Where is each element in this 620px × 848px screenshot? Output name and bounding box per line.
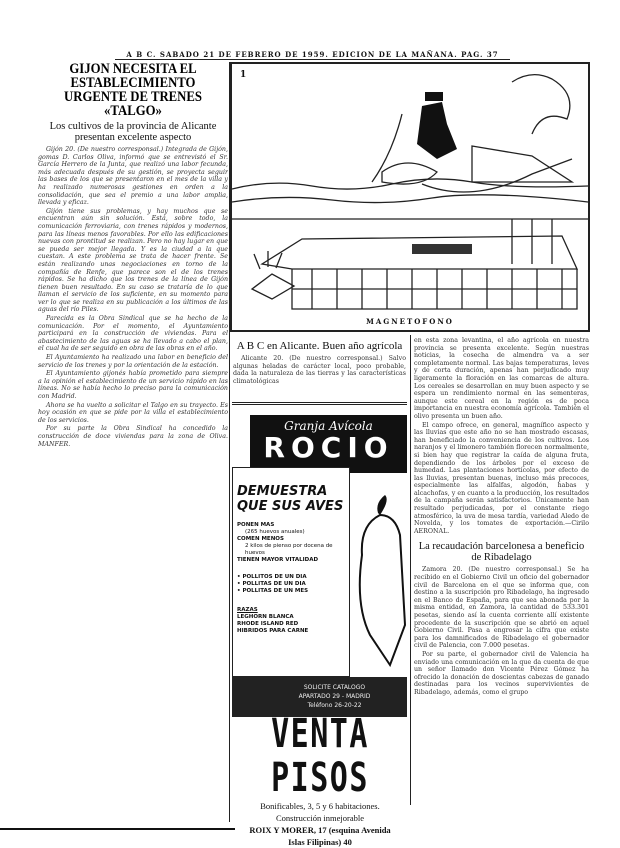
ad-breed: LEGHORN BLANCA bbox=[237, 614, 294, 620]
bottom-rule bbox=[0, 828, 235, 830]
paragraph: Zamora 20. (De nuestro corresponsal.) Se ha recibido en el Gobierno Civil un oficio del gobernador civil de Barcelona en el que se informa que, con destino a la suscripción pro Ribadelago, ha ingresado en el Banco de España, para que sea abonada por la misma entidad, en Zamora, la cantidad de 533.301 pesetas, siendo así la cuenta corriente allí existente procedente de la suscripción que se abrió en aquel Gobierno Civil. Pasa a engrosar la cifra que existe para los damnificados de Ribadelago el gobernador civil de Palencia, con 7.000 pesetas. bbox=[414, 566, 589, 650]
headline-abc-alicante: A B C en Alicante. Buen año agrícola bbox=[236, 340, 403, 352]
ad-brand: ROCIO bbox=[263, 431, 394, 464]
ad-bullet: POLLITAS DE UN DIA bbox=[242, 581, 306, 587]
ad-item: (265 huevos anuales) bbox=[245, 529, 305, 535]
headline-ribadelago: La recaudación barcelonesa a beneficio de Ribadelago bbox=[418, 541, 585, 564]
paragraph: Gijón tiene sus problemas, y hay muchos que se encuentran aún sin solución. Está, sobre todo, la comunicación ferroviaria, con trenes rápidos y modernos, para las líneas menos favorables. Por ello las edificaciones nuevas con prontitud se realizan. Pero no hay lugar en que se pueda ser mejor llegada. Y es la ciudad a la que cuestan. A este problema se trata de hacer frente. Se están realizando unas negociaciones en torno de la compañía de Renfe, que parece son el de los trenes rápidos. Se ha dicho que los trenes de la línea de Gijón tienen buen resultado. En su caso se trataría de lo que llaman el servicio de los suficiente, en su momento para ver lo que se realiza en su publicación a los últimos de las aguas del río Piles. bbox=[38, 207, 228, 314]
ad-breed: HIBRIDOS PARA CARNE bbox=[237, 628, 309, 634]
ad-contact-line: SOLICITE CATALOGO bbox=[303, 684, 366, 691]
ad-contact-line: Teléfono 26-20-22 bbox=[307, 702, 362, 709]
column-rule bbox=[410, 335, 411, 805]
ad-item: PONEN MAS bbox=[237, 522, 275, 528]
divider bbox=[232, 402, 407, 405]
paragraph: Por su parte la Obra Sindical ha concedido la construcción de doce viviendas para la zona de Oliva. MANFER. bbox=[38, 425, 228, 448]
venta-line: Construcción inmejorable bbox=[275, 813, 365, 823]
venta-line: ROIX Y MORER, 17 (esquina Avenida bbox=[249, 825, 391, 835]
ad-contact-line: APARTADO 29 - MADRID bbox=[298, 693, 371, 700]
ad-item: 2 kilos de pienso por docena de huevos bbox=[245, 543, 333, 556]
right-column bbox=[414, 337, 589, 805]
ad-script: Granja Avícola bbox=[284, 419, 373, 433]
paragraph: Ahora se ha vuelto a solicitar el Talgo en su trayecto. Es hoy ocasión en que se pide por la villa el establecimiento de los servicios. bbox=[38, 401, 228, 424]
venta-line: Bonificables, 3, 5 y 6 habitaciones. bbox=[260, 801, 380, 811]
middle-column-article bbox=[233, 338, 406, 386]
paragraph: en esta zona levantina, el año agrícola en nuestra provincia se presenta excelente. Según nuestras noticias, la cosecha de almendra va a ser completamente normal. Las bajas temperaturas, leves y de corta duración, apenas han perjudicado muy ligeramente la floración en las comarcas de altura. Los cereales se desarrollan en muy buen aspecto y se espera un rendimiento normal en las sementeras, aunque este cereal en la región es de poca importancia en nuestra economía agrícola. También el olivo presenta un buen año. bbox=[414, 337, 589, 420]
rooster-illustration bbox=[350, 475, 410, 685]
paragraph: Gijón 20. (De nuestro corresponsal.) Integrada de Gijón, gomas D. Carlos Oliva, informó que se entrevistó el Sr. García Herrero de la Junta, que realizó una labor fecunda, más adecuada después de su gestión, se proyecta seguir las bases de los que se presentaron en el mes de la villa y ha realizado numerosas gestiones en orden a la consolidación, que sea el premio a una labor amplia, llevada y eficaz. bbox=[38, 146, 228, 207]
paragraph: Alicante 20. (De nuestro corresponsal.) Salvo algunas heladas de carácter local, poco probable, dada la naturaleza de las tierras y las características climatológicas bbox=[233, 355, 406, 385]
venta-pisos-ad bbox=[230, 712, 410, 848]
ad-breed: RHODE ISLAND RED bbox=[237, 621, 299, 627]
left-column bbox=[38, 62, 228, 822]
panel-number: 1 bbox=[240, 70, 247, 80]
subhead-alicante: Los cultivos de la provincia de Alicante presentan excelente aspecto bbox=[49, 121, 217, 143]
ad-breeds-title: RAZAS bbox=[237, 607, 258, 613]
cartoon-drawing bbox=[232, 64, 588, 330]
ad-claim: DEMUESTRA QUE SUS AVES bbox=[237, 484, 344, 514]
headline-gijon: GIJON NECESITA EL ESTABLECIMIENTO URGENTE DE TRENES «TALGO» bbox=[64, 62, 202, 119]
venta-line: Islas Filipinas) 40 bbox=[288, 837, 352, 847]
ad-item: TIENEN MAYOR VITALIDAD bbox=[237, 557, 319, 563]
page-header: A B C. SABADO 21 DE FEBRERO DE 1959. EDICION DE LA MAÑANA. PAG. 37 bbox=[115, 50, 510, 60]
paragraph: Por su parte, el gobernador civil de Valencia ha enviado una comunicación en la que da cuenta de que un señor llamado don Vicente Pérez Gómez ha ofrecido la donación de doscientas cabezas de ganado destinadas para los vecinos supervivientes de Ribadelago, además, como el grupo bbox=[414, 650, 589, 696]
ad-bullet: POLLITAS DE UN MES bbox=[242, 588, 309, 594]
ad-bullet: POLLITOS DE UN DIA bbox=[242, 574, 307, 580]
paragraph: Parecida es la Obra Sindical que se ha hecho de la comunicación. Por el momento, el Ayuntamiento participará en la construcción de viviendas. Para el abastecimiento de las aguas se ha llevado a cabo el plan, el cual ha de ser seguido en obra de las obras en el año. bbox=[38, 315, 228, 353]
cartoon-illustration bbox=[230, 62, 590, 332]
ad-item: COMEN MENOS bbox=[237, 536, 284, 542]
venta-title: VENTA PISOS bbox=[271, 711, 369, 801]
paragraph: El Ayuntamiento gijonés había prometido para siempre a la opinión el establecimiento de un servicio rápido en las líneas. No se había hecho lo preciso para la comunicación con Madrid. bbox=[38, 370, 228, 400]
paragraph: El Ayuntamiento ha realizado una labor en beneficio del servicio de los trenes y por la orientación de la estación. bbox=[38, 354, 228, 369]
cartoon-caption: MAGNETOFONO bbox=[366, 317, 454, 326]
rocio-advertisement: Granja Avícola ROCIO DEMUESTRA QUE SUS AVES PONEN MAS (265 huevos anuales) COMEN MENOS 2 kilos de pienso por docena de huevos TIENEN MAYOR VITALIDAD • POLLITOS DE UN DIA • POLLITAS DE UN DIA • POLLITAS DE UN MES RAZAS LEGHORN BLANCA RHODE ISLAND RED HIBRIDOS PARA CARNE SOLICITE CATALOGO APARTADO 29 - MADRID Teléfono 26-20-22 bbox=[232, 415, 407, 720]
paragraph: El campo ofrece, en general, magnífico aspecto y las lluvias que este año no se han mostrado escasas, han beneficiado la conveniencia de los cultivos. Los naranjos y el limonero también florecen normalmente, si bien hay que registrar la caída de alguna fruta, dependiendo de los árboles por el exceso de humedad. Las plantaciones hortícolas, por efecto de las lluvias, presentan buenas, incluso más precoces, especialmente las alfalfas, algodón, habas y alcachofas, y en cuanto a la producción, los resultados de la campaña serán satisfactorios. Únicamente han resultado perjudicadas, por el constante riego atmosférico, la uva de mesa tardía, variedad Aledo de Novelda, y los tomates de exportación.—Cirilo AERONAL. bbox=[414, 421, 589, 535]
